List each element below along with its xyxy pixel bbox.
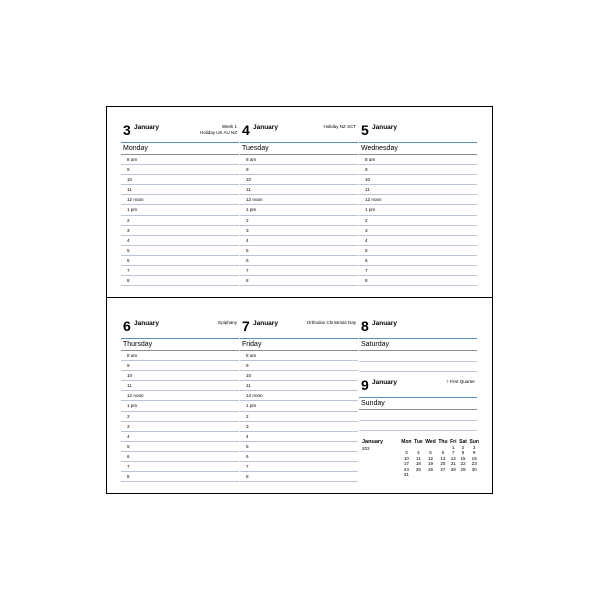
day-header <box>240 316 358 339</box>
calendar-date <box>413 472 424 477</box>
calendar-date: 30 <box>471 466 477 472</box>
day-note-line: Holiday NZ SCT <box>323 124 356 129</box>
time-slot[interactable]: 10 <box>121 371 239 381</box>
calendar-date: 9 <box>472 450 476 456</box>
time-slot[interactable]: 8 am <box>240 155 358 165</box>
weekday-header: Thu <box>438 439 448 445</box>
time-slot[interactable]: 1 pm <box>240 205 358 215</box>
calendar-date: 3 <box>472 445 476 450</box>
day-name: Thursday <box>121 339 239 351</box>
time-slot[interactable]: 1 pm <box>359 205 477 215</box>
time-slot[interactable]: 5 <box>121 442 239 452</box>
month-label: January <box>134 320 159 327</box>
weekday-header: Mon <box>401 439 412 445</box>
day-column <box>240 316 358 482</box>
day-note-line: Epiphany <box>218 320 237 325</box>
time-slot[interactable]: 11 <box>240 381 358 391</box>
time-slot[interactable]: 11 <box>359 185 477 195</box>
time-slot[interactable]: 4 <box>121 432 239 442</box>
time-slot[interactable]: 4 <box>240 236 358 246</box>
day-column <box>240 120 358 286</box>
time-slot[interactable]: 8 <box>359 276 477 286</box>
time-slot[interactable]: 8 am <box>359 155 477 165</box>
calendar-date <box>437 472 449 477</box>
month-label: January <box>253 124 278 131</box>
time-slot[interactable]: 6 <box>240 452 358 462</box>
day-name: Sunday <box>359 398 477 410</box>
day-note <box>323 124 356 130</box>
day-number: 9 <box>361 377 369 393</box>
day-number: 4 <box>242 122 250 138</box>
calendar-date: 3 <box>405 450 408 456</box>
time-slot[interactable]: 12 noon <box>121 195 239 205</box>
time-slot[interactable]: 12 noon <box>359 195 477 205</box>
time-slot[interactable]: 8 am <box>240 351 358 361</box>
time-slot[interactable]: 5 <box>240 442 358 452</box>
calendar-date: 24 <box>403 466 409 472</box>
calendar-date: 8 <box>461 450 465 456</box>
time-slot[interactable]: 6 <box>121 256 239 266</box>
time-slot[interactable]: 6 <box>359 256 477 266</box>
time-slot[interactable]: 3 <box>121 422 239 432</box>
day-name: Wednesday <box>359 143 477 155</box>
calendar-date: 17 <box>403 461 409 467</box>
mini-calendar-grid <box>400 439 480 477</box>
time-slot[interactable]: 9 <box>240 165 358 175</box>
time-slot[interactable]: 7 <box>240 462 358 472</box>
time-slot[interactable]: 3 <box>240 422 358 432</box>
blank-line <box>359 362 477 373</box>
day-number: 6 <box>123 318 131 334</box>
day-note <box>218 320 237 326</box>
mini-calendar-title: January <box>362 439 384 445</box>
weekday-header: Sat <box>459 439 467 445</box>
month-label: January <box>372 379 397 386</box>
calendar-date: 26 <box>427 466 434 472</box>
day-note-line: Orthodox Christmas Day <box>306 320 356 325</box>
time-slot[interactable]: 3 <box>240 226 358 236</box>
time-slot[interactable]: 8 <box>121 276 239 286</box>
day-header <box>240 120 358 143</box>
page-fold-divider <box>107 297 492 298</box>
time-slot[interactable]: 12 noon <box>240 195 358 205</box>
calendar-date: 21 <box>450 461 456 467</box>
month-label: January <box>134 124 159 131</box>
time-slot[interactable]: 10 <box>240 371 358 381</box>
day-name: Friday <box>240 339 358 351</box>
day-note <box>200 124 237 135</box>
calendar-date: 10 <box>403 455 409 461</box>
day-saturday <box>359 316 477 372</box>
time-slot[interactable]: 9 <box>359 165 477 175</box>
day-name: Monday <box>121 143 239 155</box>
calendar-date: 29 <box>460 466 466 472</box>
day-header <box>121 316 239 339</box>
time-slot[interactable]: 7 <box>121 266 239 276</box>
time-slot[interactable]: 2 <box>121 412 239 422</box>
day-column <box>121 120 239 286</box>
time-slot[interactable]: 1 pm <box>121 401 239 411</box>
calendar-date: 7 <box>452 450 455 456</box>
time-slot[interactable]: 9 <box>240 361 358 371</box>
calendar-date: 22 <box>460 461 466 467</box>
calendar-date: 25 <box>415 466 421 472</box>
month-label: January <box>253 320 278 327</box>
calendar-date: 4 <box>417 450 420 456</box>
time-slot[interactable]: 9 <box>121 361 239 371</box>
time-slot[interactable]: 9 <box>121 165 239 175</box>
calendar-date <box>449 472 458 477</box>
calendar-date: 12 <box>427 455 434 461</box>
day-sunday <box>359 375 477 431</box>
blank-line <box>359 410 477 421</box>
weekday-header: Wed <box>425 439 436 445</box>
calendar-date <box>424 472 437 477</box>
day-column <box>121 316 239 482</box>
time-slot[interactable]: 8 <box>240 472 358 482</box>
time-slot[interactable]: 5 <box>240 246 358 256</box>
time-slot[interactable]: 10 <box>359 175 477 185</box>
calendar-date: 2 <box>461 445 465 450</box>
time-slot[interactable]: 10 <box>121 175 239 185</box>
time-slot[interactable]: 4 <box>240 432 358 442</box>
day-number: 8 <box>361 318 369 334</box>
time-slot[interactable]: 6 <box>121 452 239 462</box>
time-slot[interactable]: 11 <box>121 185 239 195</box>
time-slot[interactable]: 4 <box>359 236 477 246</box>
day-number: 7 <box>242 318 250 334</box>
day-header <box>359 316 477 339</box>
calendar-date: 23 <box>471 461 477 467</box>
time-slot[interactable]: 2 <box>240 412 358 422</box>
time-slot[interactable]: 7 <box>121 462 239 472</box>
time-slot[interactable]: 8 <box>240 276 358 286</box>
day-header <box>359 120 477 143</box>
calendar-date: 5 <box>429 450 432 456</box>
day-number: 5 <box>361 122 369 138</box>
time-slot[interactable]: 2 <box>240 216 358 226</box>
time-slot[interactable]: 3 <box>121 226 239 236</box>
mini-calendar-year: 202 <box>362 446 370 451</box>
moon-phase-note: ☽ First Quarter <box>444 379 475 384</box>
day-header <box>121 120 239 143</box>
blank-line <box>359 351 477 362</box>
calendar-date: 31 <box>403 472 409 478</box>
time-slot[interactable]: 11 <box>240 185 358 195</box>
time-slot[interactable]: 11 <box>121 381 239 391</box>
weekday-header: Tue <box>414 439 423 445</box>
time-slot[interactable]: 7 <box>359 266 477 276</box>
month-label: January <box>372 124 397 131</box>
day-column <box>359 120 477 286</box>
calendar-date: 6 <box>441 450 445 456</box>
time-slot[interactable]: 5 <box>359 246 477 256</box>
day-note-line: Holiday UK AU NZ <box>199 129 237 135</box>
time-slot[interactable]: 1 pm <box>121 205 239 215</box>
time-slot[interactable]: 1 pm <box>240 401 358 411</box>
time-slot[interactable]: 2 <box>121 216 239 226</box>
time-slot[interactable]: 12 noon <box>240 391 358 401</box>
calendar-date: 20 <box>440 461 446 467</box>
time-slot[interactable]: 10 <box>240 175 358 185</box>
blank-line <box>359 421 477 432</box>
day-note-line: Week 1 <box>221 124 237 129</box>
time-slot[interactable]: 6 <box>240 256 358 266</box>
time-slot[interactable]: 2 <box>359 216 477 226</box>
time-slot[interactable]: 5 <box>121 246 239 256</box>
time-slot[interactable]: 8 <box>121 472 239 482</box>
time-slot[interactable]: 7 <box>240 266 358 276</box>
calendar-date <box>458 472 468 477</box>
month-label: January <box>372 320 397 327</box>
calendar-date: 13 <box>440 455 446 461</box>
day-name: Saturday <box>359 339 477 351</box>
day-header <box>359 375 477 398</box>
calendar-date: 1 <box>452 445 455 450</box>
time-slot[interactable]: 4 <box>121 236 239 246</box>
calendar-date: 18 <box>415 461 421 467</box>
calendar-date: 27 <box>440 466 446 472</box>
weekday-header: Fri <box>450 439 457 445</box>
calendar-date: 15 <box>460 455 466 461</box>
calendar-date: 11 <box>416 455 421 461</box>
time-slot[interactable]: 8 am <box>121 155 239 165</box>
calendar-date: 16 <box>471 455 477 461</box>
day-name: Tuesday <box>240 143 358 155</box>
calendar-date <box>468 472 480 477</box>
calendar-date: 28 <box>450 466 456 472</box>
time-slot[interactable]: 3 <box>359 226 477 236</box>
day-note <box>307 320 356 326</box>
calendar-date: 14 <box>450 455 456 461</box>
calendar-week-row <box>400 472 480 477</box>
day-number: 3 <box>123 122 131 138</box>
time-slot[interactable]: 8 am <box>121 351 239 361</box>
calendar-date: 19 <box>427 461 434 467</box>
time-slot[interactable]: 12 noon <box>121 391 239 401</box>
weekday-header: Sun <box>469 439 479 445</box>
